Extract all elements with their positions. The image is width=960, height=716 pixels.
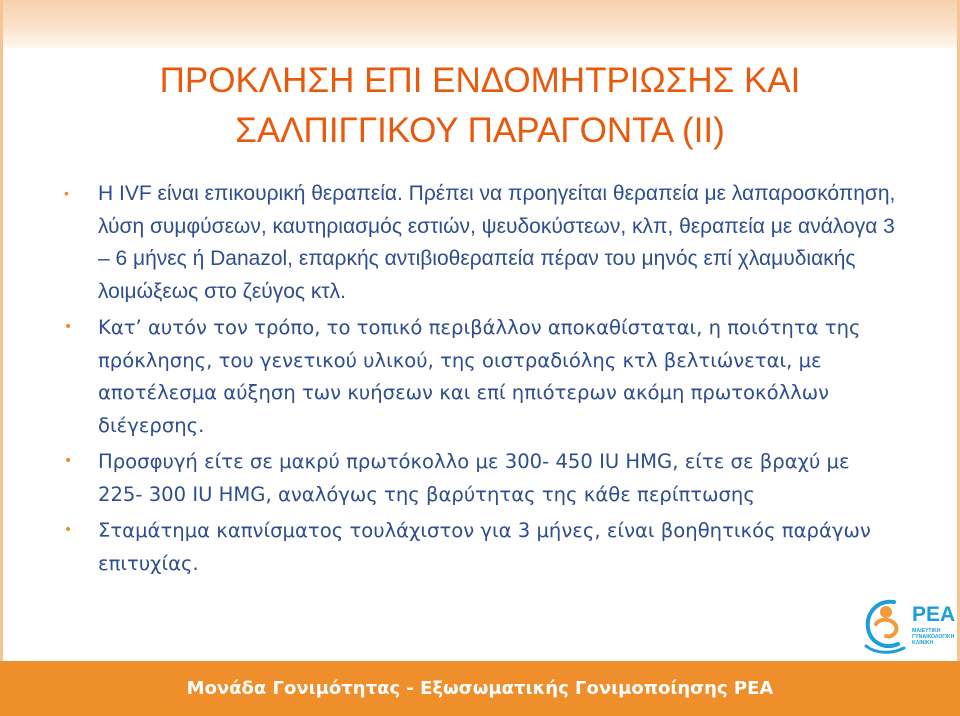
top-gradient-band bbox=[3, 0, 957, 48]
slide-title-line-1: ΠΡΟΚΛΗΣΗ ΕΠΙ ΕΝΔΟΜΗΤΡΙΩΣΗΣ ΚΑΙ bbox=[159, 61, 801, 100]
footer-bar bbox=[0, 661, 960, 716]
logo-subtitle bbox=[912, 628, 956, 646]
slide-title-line-2: ΣΑΛΠΙΓΓΙΚΟΥ ΠΑΡΑΓΟΝΤΑ (ΙΙ) bbox=[235, 111, 725, 150]
rea-clinic-logo bbox=[858, 594, 954, 656]
bullet-item bbox=[64, 446, 900, 511]
bullet-text: Κατ’ αυτόν τον τρόπο, το τοπικό περιβάλλον αποκαθίσταται, η ποιότητα της πρόκλησης, του γενετικού υλικού, της οιστραδιόλης κτλ βελτιώνεται, με αποτέλεσμα αύξηση των κυήσεων και επί ηπιότερων ακόμη πρωτοκόλλων διέγερσης. bbox=[98, 316, 861, 437]
bullet-marker: • bbox=[64, 185, 69, 201]
logo-subtitle-line-3: ΚΛΙΝΙΚΗ bbox=[912, 640, 934, 646]
logo-subtitle-line-1: ΜΑΙΕΥΤΙΚΗ bbox=[912, 628, 941, 634]
bullet-text: Σταμάτημα καπνίσματος τουλάχιστον για 3 μήνες, είναι βοηθητικός παράγων επιτυχίας. bbox=[98, 519, 871, 575]
bullet-marker: • bbox=[64, 522, 73, 538]
bullet-text: Προσφυγή είτε σε μακρύ πρωτόκολλο με 300- 450 IU HMG, είτε σε βραχύ με 225- 300 IU HMG, αναλόγως της βαρύτητας της κάθε περίπτωσης bbox=[98, 450, 850, 506]
footer-text: Μονάδα Γονιμότητας - Εξωσωματικής Γονιμοποίησης ΡΕΑ bbox=[186, 678, 774, 699]
rea-emblem-icon bbox=[858, 594, 910, 656]
logo-name: ΡΕΑ bbox=[912, 603, 956, 626]
bullet-text: Η IVF είναι επικουρική θεραπεία. Πρέπει να προηγείται θεραπεία με λαπαροσκόπηση, λύση συμφύσεων, καυτηριασμός εστιών, ψευδοκύστεων, κλπ, θεραπεία με ανάλογα 3 – 6 μήνες ή Danazol, επαρκής αντιβιοθεραπεία πέραν του μηνός επί χλαμυδιακής λοιμώξεως στο ζεύγος κτλ. bbox=[98, 182, 896, 303]
bullet-item bbox=[64, 515, 900, 580]
bullet-item bbox=[64, 178, 900, 308]
slide-title bbox=[0, 56, 960, 156]
bullet-marker: • bbox=[64, 453, 73, 469]
logo-subtitle-line-2: ΓΥΝΑΙΚΟΛΟΓΙΚΗ bbox=[912, 634, 955, 640]
bullet-item bbox=[64, 312, 900, 442]
bullet-list bbox=[64, 178, 900, 584]
bullet-marker: • bbox=[64, 319, 73, 335]
